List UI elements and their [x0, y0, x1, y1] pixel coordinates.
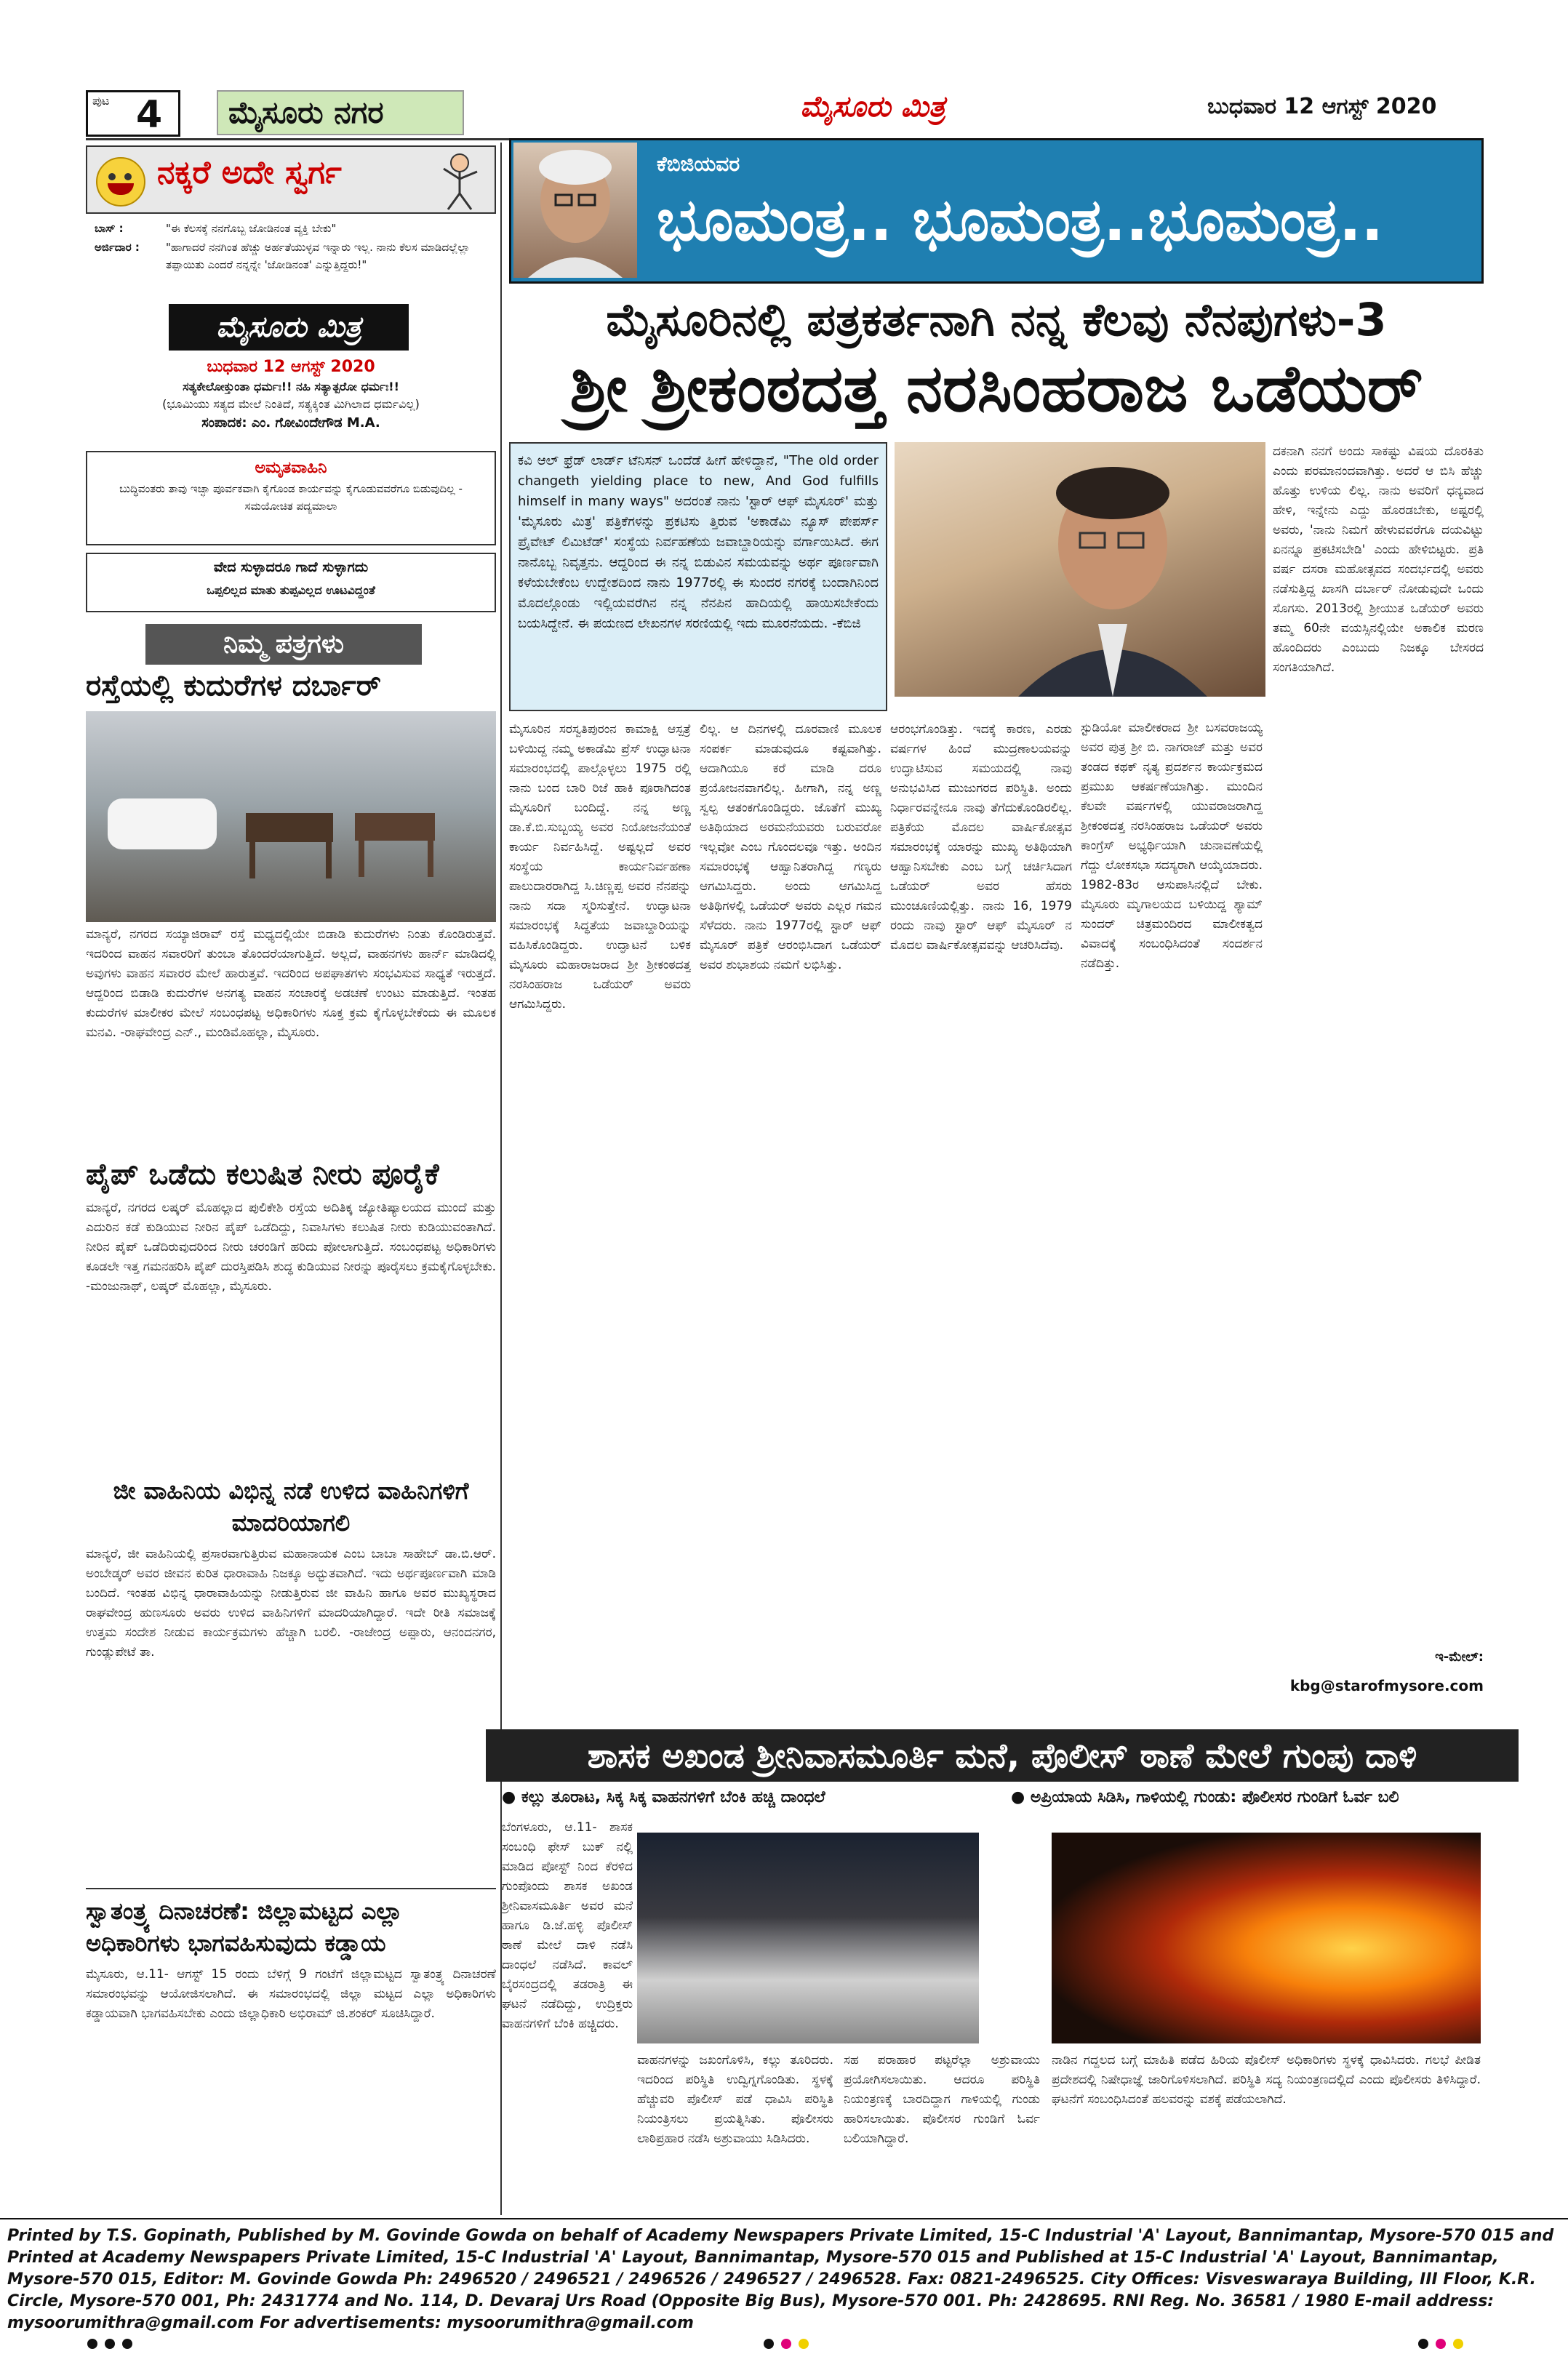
joke-text-2: "ಹಾಗಾದರೆ ನನಗಿಂತ ಹೆಚ್ಚು ಅರ್ಹತೆಯುಳ್ಳವ ಇನ್ನಾರು ಇಲ್ಲ. ನಾನು ಕೆಲಸ ಮಾಡಿದಲ್ಲೆಲ್ಲಾ ತಪ್ಪಾಯಿತು ಎಂದರೆ ನನ್ನನ್ನೇ 'ಜೋಡಿನಂತ' ಎನ್ನುತ್ತಿದ್ದರು!" — [166, 241, 471, 271]
inner-date: ಬುಧವಾರ 12 ಆಗಸ್ಟ್ 2020 — [207, 358, 375, 376]
letter-3-body: ಮಾನ್ಯರೆ, ಜೀ ವಾಹಿನಿಯಲ್ಲಿ ಪ್ರಸಾರವಾಗುತ್ತಿರುವ ಮಹಾನಾಯಕ ಎಂಬ ಬಾಬಾ ಸಾಹೇಬ್ ಡಾ.ಬಿ.ಆರ್. ಅಂಬೇಡ್ಕರ್ ಅವರ ಜೀವನ ಕುರಿತ ಧಾರಾವಾಹಿ ನಿಜಕ್ಕೂ ಅದ್ಭುತವಾಗಿದೆ. ಇದು ಅರ್ಥಪೂರ್ಣವಾಗಿ ಮಾಡಿ ಬಂದಿದೆ. ಇಂತಹ ವಿಭಿನ್ನ ಧಾರಾವಾಹಿಯನ್ನು ನೀಡುತ್ತಿರುವ ಜೀ ವಾಹಿನಿ ಹಾಗೂ ಅವರ ಮುಖ್ಯಸ್ಥರಾದ ರಾಘವೇಂದ್ರ ಹುಣಸೂರು ಅವರು ಉಳಿದ ವಾಹಿನಿಗಳಿಗೆ ಮಾದರಿಯಾಗಿದ್ದಾರೆ. ಇದೇ ರೀತಿ ಸಮಾಜಕ್ಕೆ ಉತ್ತಮ ಸಂದೇಶ ನೀಡುವ ಕಾರ್ಯಕ್ರಮಗಳು ಹೆಚ್ಚಾಗಿ ಬರಲಿ. -ರಾಜೇಂದ್ರ ಅಪ್ಪಾರು, ಆನಂದನಗರ, ಗುಂಡ್ಲುಪೇಟೆ ತಾ. — [86, 1547, 496, 1660]
horses-illustration-icon — [86, 711, 496, 922]
proverb-line-1: ವೇದ ಸುಳ್ಳಾದರೂ ಗಾದೆ ಸುಳ್ಳಾಗದು — [213, 559, 369, 575]
letter-1-body: ಮಾನ್ಯರೆ, ನಗರದ ಸಯ್ಯಾಜಿರಾವ್ ರಸ್ತೆ ಮಧ್ಯದಲ್ಲಿಯೇ ಬಿಡಾಡಿ ಕುದುರೆಗಳು ನಿಂತು ಕೊಂಡಿರುತ್ತವೆ. ಇದರಿಂದ ವಾಹನ ಸವಾರರಿಗೆ ತುಂಬಾ ತೊಂದರೆಯಾಗುತ್ತಿದೆ. ಅಲ್ಲದೆ, ವಾಹನಗಳು ಹಾರ್ನ್ ಮಾಡಿದಲ್ಲಿ ಅವುಗಳು ವಾಹನ ಸವಾರರ ಮೇಲೆ ಹಾರುತ್ತವೆ. ಇದರಿಂದ ಅಪಘಾತಗಳು ಸಂಭವಿಸುವ ಸಾಧ್ಯತೆ ಇರುತ್ತದೆ. ಆದ್ದರಿಂದ ಬಿಡಾಡಿ ಕುದುರೆಗಳ ಅನಗತ್ಯ ವಾಹನ ಸಂಚಾರಕ್ಕೆ ಅಡಚಣೆ ಉಂಟು ಮಾಡುತ್ತಿದೆ. ಇಂತಹ ಕುದುರೆಗಳ ಮಾಲೀಕರ ಮೇಲೆ ಸಂಬಂಧಪಟ್ಟ ಅಧಿಕಾರಿಗಳು ಸೂಕ್ತ ಕ್ರಮ ಕೈಗೊಳ್ಳಬೇಕೆಂದು ಈ ಮೂಲಕ ಮನವಿ. -ರಾಘವೇಂದ್ರ ಎನ್., ಮಂಡಿಮೊಹಲ್ಲಾ, ಮೈಸೂರು. — [86, 927, 496, 1040]
registration-mark-icon — [1436, 2339, 1446, 2349]
registration-mark-icon — [1418, 2339, 1428, 2349]
news-col-1: ಬೆಂಗಳೂರು, ಆ.11- ಶಾಸಕ ಸಂಬಂಧಿ ಫೇಸ್ ಬುಕ್ ನಲ್ಲಿ ಮಾಡಿದ ಪೋಸ್ಟ್ ನಿಂದ ಕೆರಳಿದ ಗುಂಪೊಂದು ಶಾಸಕ ಅಖಂಡ ಶ್ರೀನಿವಾಸಮೂರ್ತಿ ಅವರ ಮನೆ ಹಾಗೂ ಡಿ.ಜೆ.ಹಳ್ಳಿ ಪೊಲೀಸ್ ಠಾಣೆ ಮೇಲೆ ದಾಳಿ ನಡೆಸಿ ದಾಂಧಲೆ ನಡೆಸಿದೆ. ಕಾವಲ್ ಬೈರಸಂದ್ರದಲ್ಲಿ ತಡರಾತ್ರಿ ಈ ಘಟನೆ ನಡೆದಿದ್ದು, ಉದ್ರಿಕ್ತರು ವಾಹನಗಳಿಗೆ ಬೆಂಕಿ ಹಚ್ಚಿದರು. — [502, 1820, 633, 2031]
left-divider — [86, 1888, 496, 1889]
motto-line-1: ಸತ್ಯಕೇಲೋಕ್ತುಂತಾ ಧರ್ಮಃ!! ನಹಿ ಸತ್ಯಾತ್ಪರೋ ಧರ್ಮಃ!! — [183, 380, 399, 393]
imprint-footer: Printed by T.S. Gopinath, Published by M. Govinde Gowda on behalf of Academy Newspapers Private Limited, 15-C Industrial 'A' Layout, Bannimantap, Mysore-570 015 and Printed at Academy Newspapers Private Limited, 15-C Industrial 'A' Layout, Bannimantap, Mysore-570 015 and Published at 15-C Industrial 'A' Layout, Bannimantap, Mysore-570 015, Editor: M. Govinde Gowda Ph: 2496520 / 2496521 / 2496526 / 2496527 / 2496528. Fax: 0821-2496525. City Offices: Visveswaraya Building, III Floor, K.R. Circle, Mysore-570 001, Ph: 2431774 and No. 114, D. Devaraj Urs Road (Opposite Big Bus), Mysore-570 001. Ph: 2428695. RNI Reg. No. 36581 / 1980 E-mail address: mysoorumithra@gmail.com For advertisements: mysoorumithra@gmail.com — [0, 2218, 1568, 2334]
letter-3-title: ಜೀ ವಾಹಿನಿಯ ವಿಭಿನ್ನ ನಡೆ ಉಳಿದ ವಾಹಿನಿಗಳಿಗೆ ಮಾದರಿಯಾಗಲಿ — [113, 1477, 469, 1537]
kbg-author-name: ಕೆಬಿಜಿಯವರ — [657, 152, 740, 176]
news-col-4: ನಾಡಿನ ಗದ್ದಲದ ಬಗ್ಗೆ ಮಾಹಿತಿ ಪಡೆದ ಹಿರಿಯ ಪೊಲೀಸ್ ಅಧಿಕಾರಿಗಳು ಸ್ಥಳಕ್ಕೆ ಧಾವಿಸಿದರು. ಗಲಭೆ ಪೀಡಿತ ಪ್ರದೇಶದಲ್ಲಿ ನಿಷೇಧಾಜ್ಞೆ ಜಾರಿಗೊಳಿಸಲಾಗಿದೆ. ಪರಿಸ್ಥಿತಿ ಸದ್ಯ ನಿಯಂತ್ರಣದಲ್ಲಿದೆ ಎಂದು ಪೊಲೀಸರು ತಿಳಿಸಿದ್ದಾರೆ. ಘಟನೆಗೆ ಸಂಬಂಧಿಸಿದಂತೆ ಹಲವರನ್ನು ವಶಕ್ಕೆ ಪಡೆಯಲಾಗಿದೆ. — [1052, 2053, 1481, 2107]
letter-4-title: ಸ್ವಾತಂತ್ರ್ಯ ದಿನಾಚರಣೆ: ಜಿಲ್ಲಾಮಟ್ಟದ ಎಲ್ಲಾ ಅಧಿಕಾರಿಗಳು ಭಾಗವಹಿಸುವುದು ಕಡ್ಡಾಯ — [86, 1897, 403, 1957]
section-name: ಮೈಸೂರು ನಗರ — [217, 90, 464, 135]
email-label: ಇ-ಮೇಲ್: — [1435, 1649, 1484, 1665]
news-col-3: ಸಹ ಪರಾಹಾರ ಪಟ್ಟರೆಲ್ಲಾ ಅಶ್ರುವಾಯು ಪ್ರಯೋಗಿಸಲಾಯಿತು. ಆದರೂ ಪರಿಸ್ಥಿತಿ ನಿಯಂತ್ರಣಕ್ಕೆ ಬಾರದಿದ್ದಾಗ ಗಾಳಿಯಲ್ಲಿ ಗುಂಡು ಹಾರಿಸಲಾಯಿತು. ಪೊಲೀಸರ ಗುಂಡಿಗೆ ಓರ್ವ ಬಲಿಯಾಗಿದ್ದಾರೆ. — [844, 2053, 1040, 2146]
news-col-2: ವಾಹನಗಳನ್ನು ಜಖಂಗೊಳಿಸಿ, ಕಲ್ಲು ತೂರಿದರು. ಇದರಿಂದ ಪರಿಸ್ಥಿತಿ ಉದ್ವಿಗ್ನಗೊಂಡಿತು. ಸ್ಥಳಕ್ಕೆ ಹೆಚ್ಚುವರಿ ಪೊಲೀಸ್ ಪಡೆ ಧಾವಿಸಿ ಪರಿಸ್ಥಿತಿ ನಿಯಂತ್ರಿಸಲು ಪ್ರಯತ್ನಿಸಿತು. ಪೊಲೀಸರು ಲಾಠಿಪ್ರಹಾರ ನಡೆಸಿ ಅಶ್ರುವಾಯು ಸಿಡಿಸಿದರು. — [637, 2053, 833, 2146]
horses-on-road-photo — [86, 711, 496, 922]
author-photo — [513, 143, 637, 278]
dateline: ಬುಧವಾರ 12 ಆಗಸ್ಟ್ 2020 — [1207, 94, 1437, 119]
letter-4-body: ಮೈಸೂರು, ಆ.11- ಆಗಸ್ಟ್ 15 ರಂದು ಬೆಳಿಗ್ಗೆ 9 ಗಂಟೆಗೆ ಜಿಲ್ಲಾಮಟ್ಟದ ಸ್ವಾತಂತ್ರ್ಯ ದಿನಾಚರಣೆ ಸಮಾರಂಭವನ್ನು ಆಯೋಜಿಸಲಾಗಿದೆ. ಈ ಸಮಾರಂಭದಲ್ಲಿ ಜಿಲ್ಲಾ ಮಟ್ಟದ ಎಲ್ಲಾ ಅಧಿಕಾರಿಗಳು ಕಡ್ಡಾಯವಾಗಿ ಭಾಗವಹಿಸಬೇಕು ಎಂದು ಜಿಲ್ಲಾಧಿಕಾರಿ ಅಭಿರಾಮ್ ಜಿ.ಶಂಕರ್ ಸೂಚಿಸಿದ್ದಾರೆ. — [86, 1967, 496, 2021]
joke-block — [86, 217, 496, 297]
news-banner: ಶಾಸಕ ಅಖಂಡ ಶ್ರೀನಿವಾಸಮೂರ್ತಿ ಮನೆ, ಪೊಲೀಸ್ ಠಾಣೆ ಮೇಲೆ ಗುಂಪು ದಾಳಿ — [486, 1729, 1519, 1782]
amruthavahini-text: ಬುದ್ಧಿವಂತರು ತಾವು ಇಚ್ಛಾ ಪೂರ್ವಕವಾಗಿ ಕೈಗೊಂಡ ಕಾರ್ಯವನ್ನು ಕೈಗೂಡುವವರೆಗೂ ಬಿಡುವುದಿಲ್ಲ - ಸಮಯೋಚಿತ ಪದ್ಯಮಾಲಾ — [119, 482, 463, 513]
amruthavahini-title: ಅಮೃತವಾಹಿನಿ — [255, 459, 327, 477]
page-number: 4 — [136, 93, 163, 137]
letter-2-body: ಮಾನ್ಯರೆ, ನಗರದ ಲಷ್ಕರ್ ಮೊಹಲ್ಲಾದ ಪುಲಿಕೇಶಿ ರಸ್ತೆಯ ಅದಿತಿಕ್ಕ ಜ್ಯೋತಿಷ್ಯಾಲಯದ ಮುಂದೆ ಮತ್ತು ಎದುರಿನ ಕಡೆ ಕುಡಿಯುವ ನೀರಿನ ಪೈಪ್ ಒಡೆದಿದ್ದು, ನಿವಾಸಿಗಳು ಕಲುಷಿತ ನೀರು ಕುಡಿಯುವಂತಾಗಿದೆ. ನೀರಿನ ಪೈಪ್ ಒಡೆದಿರುವುದರಿಂದ ನೀರು ಚರಂಡಿಗೆ ಹರಿದು ಪೋಲಾಗುತ್ತಿದೆ. ಸಂಬಂಧಪಟ್ಟ ಅಧಿಕಾರಿಗಳು ಕೂಡಲೇ ಇತ್ತ ಗಮನಹರಿಸಿ ಪೈಪ್ ದುರಸ್ತಿಪಡಿಸಿ ಶುದ್ಧ ಕುಡಿಯುವ ನೀರನ್ನು ಪೂರೈಸಲು ಕ್ರಮಕೈಗೊಳ್ಳಬೇಕು. -ಮಂಜುನಾಥ್, ಲಷ್ಕರ್ ಮೊಹಲ್ಲಾ, ಮೈಸೂರು. — [86, 1201, 496, 1294]
registration-mark-icon — [799, 2339, 809, 2349]
registration-mark-icon — [122, 2339, 132, 2349]
proverb-box — [86, 553, 496, 612]
registration-mark-icon — [87, 2339, 97, 2349]
author-portrait-icon — [513, 143, 637, 278]
motto-line-2: (ಭೂಮಿಯು ಸತ್ಯದ ಮೇಲೆ ನಿಂತಿದೆ, ಸತ್ಯಕ್ಕಿಂತ ಮಿಗಿಲಾದ ಧರ್ಮವಿಲ್ಲ) — [162, 397, 420, 411]
article-col-5: ದಕನಾಗಿ ನನಗೆ ಅಂದು ಸಾಕಷ್ಟು ವಿಷಯ ದೊರಕಿತು ಎಂದು ಪರಮಾನಂದವಾಗಿತ್ತು. ಅದರೆ ಆ ಬಿಸಿ ಹೆಚ್ಚು ಹೊತ್ತು ಉಳಿಯ ಲಿಲ್ಲ. ನಾನು ಅವರಿಗೆ ಧನ್ಯವಾದ ಹೇಳಿ, ಇನ್ನೇನು ಎದ್ದು ಹೊರಡಬೇಕು, ಅಷ್ಟರಲ್ಲಿ ಅವರು, 'ನಾನು ನಿಮಗೆ ಹೇಳುವವರೆಗೂ ದಯವಿಟ್ಟು ಏನನ್ನೂ ಪ್ರಕಟಿಸಬೇಡಿ' ಎಂದು ಹೇಳಿಬಿಟ್ಟರು. ಪ್ರತಿ ವರ್ಷ ದಸರಾ ಮಹೋತ್ಸವದ ಸಂದರ್ಭದಲ್ಲಿ ಅವರು ನಡೆಸುತ್ತಿದ್ದ ಖಾಸಗಿ ದರ್ಬಾರ್ ನೋಡುವುದೇ ಒಂದು ಸೊಗಸು. 2013ರಲ್ಲಿ ಶ್ರೀಯುತ ಒಡೆಯರ್ ಅವರು ತಮ್ಮ 60ನೇ ವಯಸ್ಸಿನಲ್ಲಿಯೇ ಅಕಾಲಿಕ ಮರಣ ಹೊಂದಿದರು ಎಂಬುದು ನಿಜಕ್ಕೂ ಬೇಸರದ ಸಂಗತಿಯಾಗಿದೆ. — [1273, 444, 1484, 675]
registration-mark-icon — [781, 2339, 791, 2349]
page-label: ಪುಟ — [92, 94, 110, 108]
article-col-2: ಲಿಲ್ಲ. ಆ ದಿನಗಳಲ್ಲಿ ದೂರವಾಣಿ ಮೂಲಕ ಸಂಪರ್ಕ ಮಾಡುವುದೂ ಕಷ್ಟವಾಗಿತ್ತು. ಆದಾಗಿಯೂ ಕರೆ ಮಾಡಿ ದರೂ ಪ್ರಯೋಜನವಾಗಲಿಲ್ಲ. ಹೀಗಾಗಿ, ನನ್ನ ಅಣ್ಣ ಸ್ವಲ್ಪ ಆತಂಕಗೊಂಡಿದ್ದರು. ಜೊತೆಗೆ ಮುಖ್ಯ ಅತಿಥಿಯಾದ ಅರಮನೆಯವರು ಬರುವರೋ ಇಲ್ಲವೋ ಎಂಬ ಗೊಂದಲವೂ ಇತ್ತು. ಅಂದಿನ ಸಮಾರಂಭಕ್ಕೆ ಆಹ್ವಾನಿತರಾಗಿದ್ದ ಗಣ್ಯರು ಆಗಮಿಸಿದ್ದರು. ಅಂದು ಆಗಮಿಸಿದ್ದ ಅತಿಥಿಗಳಲ್ಲಿ ಒಡೆಯರ್ ಅವರು ಎಲ್ಲರ ಗಮನ ಸೆಳೆದರು. ನಾನು 1977ರಲ್ಲಿ ಸ್ಟಾರ್ ಆಫ್ ಮೈಸೂರ್ ಪತ್ರಿಕೆ ಆರಂಭಿಸಿದಾಗ ಒಡೆಯರ್ ಅವರ ಶುಭಾಶಯ ನಮಗೆ ಲಭಿಸಿತ್ತು. — [700, 722, 881, 972]
page-number-box — [86, 90, 180, 137]
cartoon-figure-icon — [433, 151, 484, 211]
registration-mark-icon — [1453, 2339, 1463, 2349]
article-col-3: ಆರಂಭಗೊಂಡಿತ್ತು. ಇದಕ್ಕೆ ಕಾರಣ, ಎರಡು ವರ್ಷಗಳ ಹಿಂದೆ ಮುದ್ರಣಾಲಯವನ್ನು ಉದ್ಘಾಟಿಸುವ ಸಮಯದಲ್ಲಿ ನಾವು ಅನುಭವಿಸಿದ ಮುಜುಗರದ ಪರಿಸ್ಥಿತಿ. ಅಂದು ನಿರ್ಧಾರವನ್ನೇನೂ ನಾವು ತೆಗೆದುಕೊಂಡಿರಲಿಲ್ಲ. ಪತ್ರಿಕೆಯ ಮೊದಲ ವಾರ್ಷಿಕೋತ್ಸವ ಸಮಾರಂಭಕ್ಕೆ ಯಾರನ್ನು ಮುಖ್ಯ ಅತಿಥಿಯಾಗಿ ಆಹ್ವಾನಿಸಬೇಕು ಎಂಬ ಬಗ್ಗೆ ಚರ್ಚಿಸಿದಾಗ ಒಡೆಯರ್ ಅವರ ಹೆಸರು ಮುಂಚೂಣಿಯಲ್ಲಿತ್ತು. ನಾನು 16, 1979 ರಂದು ನಾವು ಸ್ಟಾರ್ ಆಫ್ ಮೈಸೂರ್ ನ ಮೊದಲ ವಾರ್ಷಿಕೋತ್ಸವವನ್ನು ಆಚರಿಸಿದೆವು. — [890, 722, 1072, 953]
vehicles-on-fire-photo — [1052, 1833, 1481, 2043]
news-subhead-1: ● ಕಲ್ಲು ತೂರಾಟ, ಸಿಕ್ಕ ಸಿಕ್ಕ ವಾಹನಗಳಿಗೆ ಬೆಂಕಿ ಹಚ್ಚಿ ದಾಂಧಲೆ — [502, 1788, 825, 1806]
mysooru-mithra-logo: ಮೈಸೂರು ಮಿತ್ರ — [169, 304, 409, 351]
registration-mark-icon — [764, 2339, 774, 2349]
nakkare-title: ನಕ್ಕರೆ ಅದೇ ಸ್ವರ್ಗ — [157, 154, 342, 191]
crowd-night-photo — [637, 1833, 979, 2043]
joke-label-2: ಅರ್ಜಿದಾರ : — [95, 241, 140, 254]
smiley-icon — [96, 157, 145, 207]
letter-1-title: ರಸ್ತೆಯಲ್ಲಿ ಕುದುರೆಗಳ ದರ್ಬಾರ್ — [86, 669, 381, 702]
nakkare-banner — [86, 145, 496, 214]
amruthavahini-box — [86, 451, 496, 545]
proverb-line-2: ಒಪ್ಪಲಿಲ್ಲದ ಮಾತು ತುಪ್ಪವಿಲ್ಲದ ಊಟವಿದ್ದಂತೆ — [207, 583, 375, 597]
kbg-column-title: ಭೂಮಂತ್ರ.. ಭೂಮಂತ್ರ..ಭೂಮಂತ್ರ.. — [657, 186, 1384, 254]
editor-name: ಸಂಪಾದಕ: ಎಂ. ಗೋವಿಂದೇಗೌಡ M.A. — [201, 415, 380, 431]
article-headline: ಶ್ರೀ ಶ್ರೀಕಂಠದತ್ತ ನರಸಿಂಹರಾಜ ಒಡೆಯರ್ — [569, 351, 1423, 427]
letters-banner: ನಿಮ್ಮ ಪತ್ರಗಳು — [145, 624, 422, 665]
joke-label-1: ಬಾಸ್ : — [95, 222, 124, 235]
registration-mark-icon — [105, 2339, 115, 2349]
joke-text-1: "ಈ ಕೆಲಸಕ್ಕೆ ನನಗೊಬ್ಬ ಜೋಡಿನಂತ ವ್ಯಕ್ತಿ ಬೇಕು" — [166, 222, 337, 235]
editor-block — [86, 356, 496, 445]
article-col-4: ಸ್ಟುಡಿಯೋ ಮಾಲೀಕರಾದ ಶ್ರೀ ಬಸವರಾಜಯ್ಯ ಅವರ ಪುತ್ರ ಶ್ರೀ ಬಿ. ನಾಗರಾಜ್ ಮತ್ತು ಅವರ ತಂಡದ ಕಥಕ್ ನೃತ್ಯ ಪ್ರದರ್ಶನ ಕಾರ್ಯಕ್ರಮದ ಪ್ರಮುಖ ಆಕರ್ಷಣೆಯಾಗಿತ್ತು. ಮುಂದಿನ ಕೆಲವೇ ವರ್ಷಗಳಲ್ಲಿ ಯುವರಾಜರಾಗಿದ್ದ ಶ್ರೀಕಂಠದತ್ತ ನರಸಿಂಹರಾಜ ಒಡೆಯರ್ ಅವರು ಕಾಂಗ್ರೆಸ್ ಅಭ್ಯರ್ಥಿಯಾಗಿ ಚುನಾವಣೆಯಲ್ಲಿ ಗೆದ್ದು ಲೋಕಸಭಾ ಸದಸ್ಯರಾಗಿ ಆಯ್ಕೆಯಾದರು. 1982-83ರ ಆಸುಪಾಸಿನಲ್ಲಿದೆ ಬೇಕು. ಮೈಸೂರು ಮೃಗಾಲಯದ ಬಳಿಯಿದ್ದ ಶ್ಯಾಮ್ ಸುಂದರ್ ಚಿತ್ರಮಂದಿರದ ಮಾಲೀಕತ್ವದ ವಿವಾದಕ್ಕೆ ಸಂಬಂಧಿಸಿದಂತೆ ಸಂದರ್ಶನ ನಡೆದಿತ್ತು. — [1081, 721, 1263, 971]
letter-2-title: ಪೈಪ್ ಒಡೆದು ಕಲುಷಿತ ನೀರು ಪೂರೈಕೆ — [86, 1158, 439, 1191]
masthead-logo: ಮೈಸೂರು ಮಿತ್ರ — [800, 90, 945, 124]
news-subhead-2: ● ಅಪ್ರಿಯಾಯ ಸಿಡಿಸಿ, ಗಾಳಿಯಲ್ಲಿ ಗುಂಡು: ಪೊಲೀಸರ ಗುಂಡಿಗೆ ಓರ್ವ ಬಲಿ — [1011, 1788, 1399, 1806]
kbg-column-banner — [509, 138, 1484, 284]
author-email[interactable]: kbg@starofmysore.com — [1289, 1677, 1484, 1694]
article-col-1: ಮೈಸೂರಿನ ಸರಸ್ವತಿಪುರಂನ ಕಾಮಾಕ್ಷಿ ಆಸ್ಪತ್ರೆ ಬಳಿಯಿದ್ದ ನಮ್ಮ ಅಕಾಡೆಮಿ ಪ್ರೆಸ್ ಉದ್ಘಾಟನಾ ಸಮಾರಂಭದಲ್ಲಿ ಪಾಲ್ಗೊಳ್ಳಲು 1975 ರಲ್ಲಿ ನಾನು ಬಂದ ಬಾರಿ ರಿಜೆ ಹಾಕಿ ಪೂರಾಗಿದಂತ ಮೈಸೂರಿಗೆ ಬಂದಿದ್ದೆ. ನನ್ನ ಅಣ್ಣ ಡಾ.ಕೆ.ಬಿ.ಸುಬ್ಬಯ್ಯ ಅವರ ನಿಯೋಜನೆಯಂತೆ ಕಾರ್ಯ ನಿರ್ವಹಿಸಿದ್ದೆ. ಅಷ್ಟಲ್ಲದೆ ಅವರ ಸಂಸ್ಥೆಯ ಕಾರ್ಯನಿರ್ವಹಣಾ ಪಾಲುದಾರರಾಗಿದ್ದ ಸಿ.ಚಿಣ್ಣಪ್ಪ ಅವರ ನೆನಪನ್ನು ನಾನು ಸದಾ ಸ್ಮರಿಸುತ್ತೇನೆ. ಉದ್ಘಾಟನಾ ಸಮಾರಂಭಕ್ಕೆ ಸಿದ್ಧತೆಯ ಜವಾಬ್ದಾರಿಯನ್ನು ವಹಿಸಿಕೊಂಡಿದ್ದರು. ಉದ್ಘಾಟನೆ ಬಳಿಕ ಮೈಸೂರು ಮಹಾರಾಜರಾದ ಶ್ರೀ ಶ್ರೀಕಂಠದತ್ತ ನರಸಿಂಹರಾಜ ಒಡೆಯರ್ ಅವರು ಆಗಮಿಸಿದ್ದರು. — [509, 722, 691, 1012]
article-kicker: ಮೈಸೂರಿನಲ್ಲಿ ಪತ್ರಕರ್ತನಾಗಿ ನನ್ನ ಕೆಲವು ನೆನಪುಗಳು-3 — [606, 293, 1387, 346]
article-intro: ಕವಿ ಆಲ್ ಫ್ರೆಡ್ ಲಾರ್ಡ್ ಟೆನಿಸನ್ ಒಂದೆಡೆ ಹೀಗೆ ಹೇಳಿದ್ದಾನೆ, "The old order changeth yielding place to new, And God fulfills himself in many ways" ಅದರಂತೆ ನಾನು 'ಸ್ಟಾರ್ ಆಫ್ ಮೈಸೂರ್' ಮತ್ತು 'ಮೈಸೂರು ಮಿತ್ರ' ಪತ್ರಿಕೆಗಳನ್ನು ಪ್ರಕಟಿಸು ತ್ತಿರುವ 'ಅಕಾಡೆಮಿ ನ್ಯೂಸ್ ಪೇಪರ್ಸ್ ಪ್ರೈವೇಟ್ ಲಿಮಿಟೆಡ್' ಸಂಸ್ಥೆಯ ನಿರ್ವಹಣೆಯ ಜವಾಬ್ದಾರಿಯನ್ನು ವರ್ಗಾಯಿಸಿದೆ. ಈಗ ನಾನೊಬ್ಬ ನಿವೃತ್ತನು. ಆದ್ದರಿಂದ ಈ ನನ್ನ ಬಿಡುವಿನ ಸಮಯವನ್ನು ಅರ್ಥ ಪೂರ್ಣವಾಗಿ ಕಳೆಯಬೇಕೆಂಬ ಉದ್ದೇಶದಿಂದ ನಾನು 1977ರಲ್ಲಿ ಈ ಸುಂದರ ನಗರಕ್ಕೆ ಬಂದಾಗಿನಿಂದ ಮೊದಲ್ಗೊಂಡು ಇಲ್ಲಿಯವರೆಗಿನ ನನ್ನ ನೆನಪಿನ ಹಾದಿಯಲ್ಲಿ ಹಾಯಿಸಬೇಕೆಂದು ಬಯಸಿದ್ದೇನೆ. ಈ ಪಯಣದ ಲೇಖನಗಳ ಸರಣಿಯಲ್ಲಿ ಇದು ಮೂರನೆಯದು. -ಕೆಬಿಜಿ — [509, 442, 887, 711]
